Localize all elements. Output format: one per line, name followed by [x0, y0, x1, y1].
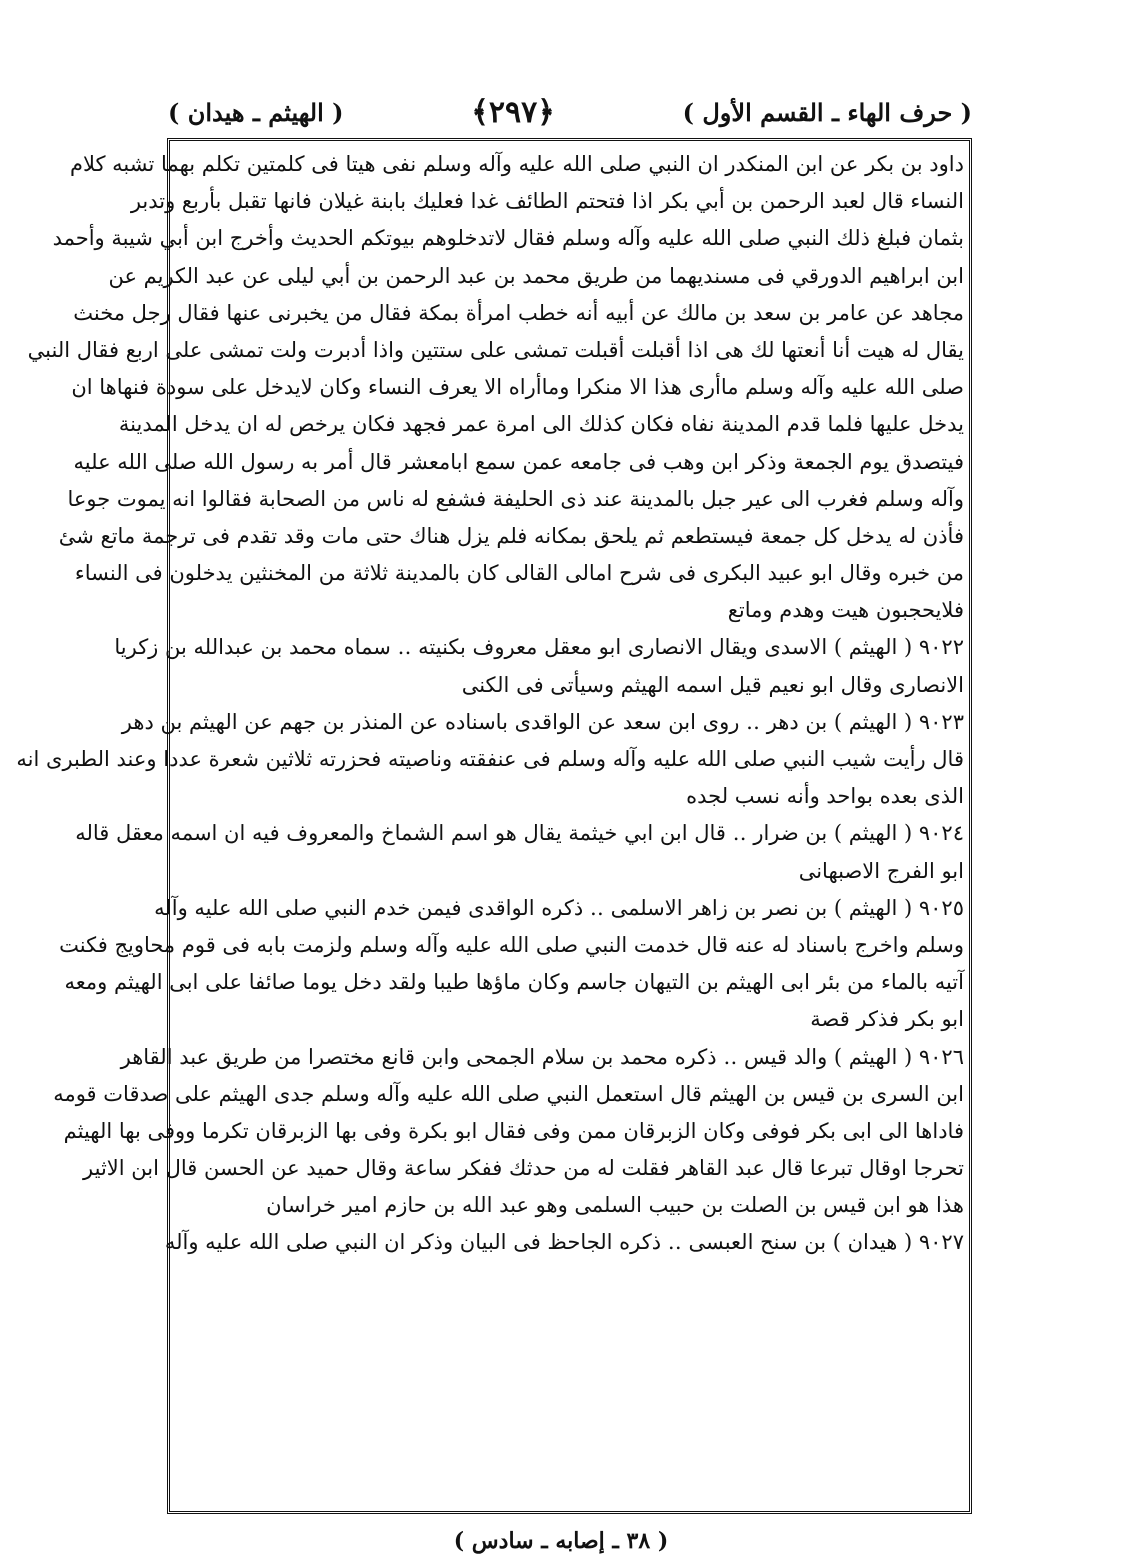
text-line: ٩٠٢٣ ( الهيثم ) بن دهر ‥ روى ابن سعد عن الواقدى باسناده عن المنذر بن جهم عن الهيثم بن دهر — [121, 709, 964, 734]
text-line: هذا هو ابن قيس بن الصلت بن حبيب السلمى وهو عبد الله بن حازم امير خراسان — [266, 1193, 964, 1218]
text-line: مجاهد عن عامر بن سعد بن مالك عن أبيه أنه خطب امرأة بمكة فقال من يخبرنى عنها فقال رجل مخنث — [73, 300, 964, 325]
text-line: فأذن له يدخل كل جمعة فيستطعم ثم يلحق بمكانه فلم يزل هناك حتى مات وقد تقدم فى ترجمة ماتع شئ — [58, 523, 964, 548]
page-header — [168, 92, 972, 132]
text-line: فاداها الى ابى بكر فوفى وكان الزبرقان ممن وفى فقال ابو بكرة وفى بها الزبرقان تكرما ووفى بها الهيثم — [63, 1118, 964, 1143]
text-line: ٩٠٢٧ ( هيدان ) بن سنح العبسى ‥ ذكره الجاحظ فى البيان وذكر ان النبي صلى الله عليه وآله — [164, 1230, 964, 1255]
text-line: ابو الفرج الاصبهانى — [798, 858, 964, 883]
text-line: الذى بعده بواحد وأنه نسب لجده — [686, 784, 964, 809]
text-line: ابو بكر فذكر قصة — [810, 1007, 964, 1032]
body-text — [16, 146, 964, 1262]
page-number: ﴿٢٩٧﴾ — [471, 94, 555, 130]
text-line: قال رأيت شيب النبي صلى الله عليه وآله وسلم فى عنفقته وناصيته فحزرته ثلاثين شعرة عددا وعند الطبرى انه — [16, 747, 964, 771]
text-line: صلى الله عليه وآله وسلم ماأرى هذا الا منكرا وماأراه الا يعرف النساء وكان لايدخل على سودة فنهاها ان — [71, 375, 964, 400]
text-line: بثمان فبلغ ذلك النبي صلى الله عليه وآله وسلم فقال لاتدخلوهم بيوتكم الحديث وأخرج ابن أبي شيبة وأحمد — [52, 226, 964, 251]
text-line: ٩٠٢٦ ( الهيثم ) والد قيس ‥ ذكره محمد بن سلام الجمحى وابن قانع مختصرا من طريق عبد القاهر — [120, 1044, 964, 1069]
text-line: النساء قال لعبد الرحمن بن أبي بكر اذا فتحتم الطائف غدا فعليك بابنة غيلان فانها تقبل بأربع وتدبر — [130, 189, 964, 214]
text-line: يدخل عليها فلما قدم المدينة نفاه فكان كذلك الى امرة عمر فجهد فكان يرخص له ان يدخل المدينة — [118, 412, 964, 437]
text-line: ٩٠٢٥ ( الهيثم ) بن نصر بن زاهر الاسلمى ‥ ذكره الواقدى فيمن خدم النبي صلى الله عليه وآله — [154, 895, 964, 920]
text-line: داود بن بكر عن ابن المنكدر ان النبي صلى الله عليه وآله وسلم نفى هيتا فى كلمتين تكلم بهما تشبه كلام — [69, 152, 964, 176]
text-line: آتيه بالماء من بئر ابى الهيثم بن التيهان جاسم وكان ماؤها طيبا ولقد دخل يوما صائفا على ابى الهيثم ومعه — [64, 970, 964, 995]
text-line: من خبره وقال ابو عبيد البكرى فى شرح امالى القالى كان بالمدينة ثلاثة من المخنثين يدخلون فى النساء — [74, 561, 964, 586]
text-line: ابن ابراهيم الدورقي فى مسنديهما من طريق محمد بن عبد الرحمن بن أبي ليلى عن عبد الكريم عن — [108, 263, 964, 288]
text-line: فيتصدق يوم الجمعة وذكر ابن وهب فى جامعه عمن سمع ابامعشر قال أمر به رسول الله صلى الله عليه — [73, 449, 964, 474]
header-chapter-title: ( حرف الهاء ـ القسم الأول ) — [682, 97, 972, 127]
text-line: ابن السرى بن قيس بن الهيثم قال استعمل النبي صلى الله عليه وآله وسلم جدى الهيثم على صدقات قومه — [53, 1081, 964, 1106]
page-footer: ( ٣٨ ـ إصابه ـ سادس ) — [453, 1528, 669, 1554]
text-line: فلايحجبون هيت وهدم وماتع — [727, 598, 964, 623]
text-line: وآله وسلم فغرب الى عير جبل بالمدينة عند ذى الحليفة فشفع له ناس من الصحابة فقالوا انه يموت جوعا — [67, 486, 964, 511]
text-line: يقال له هيت أنا أنعتها لك هى اذا أقبلت أقبلت تمشى على ستتين واذا أدبرت ولت تمشى على اربع فقال النبي — [27, 337, 964, 362]
header-entry-range: ( الهيثم ـ هيدان ) — [168, 97, 344, 127]
text-line: تحرجا اوقال تبرعا قال عبد القاهر فقلت له من حدثك ففكر ساعة وقال حميد عن الحسن قال ابن الاثير — [83, 1156, 964, 1181]
text-line: ٩٠٢٤ ( الهيثم ) بن ضرار ‥ قال ابن ابي خيثمة يقال هو اسم الشماخ والمعروف فيه ان اسمه معقل قاله — [75, 821, 964, 846]
text-line: ٩٠٢٢ ( الهيثم ) الاسدى ويقال الانصارى ابو معقل معروف بكنيته ‥ سماه محمد بن عبدالله بن زكريا — [114, 635, 964, 660]
text-line: الانصارى وقال ابو نعيم قيل اسمه الهيثم وسيأتى فى الكنى — [461, 672, 964, 697]
text-line: وسلم واخرج باسناد له عنه قال خدمت النبي صلى الله عليه وآله وسلم ولزمت بابه فى قوم محاويج فكنت — [59, 932, 964, 957]
